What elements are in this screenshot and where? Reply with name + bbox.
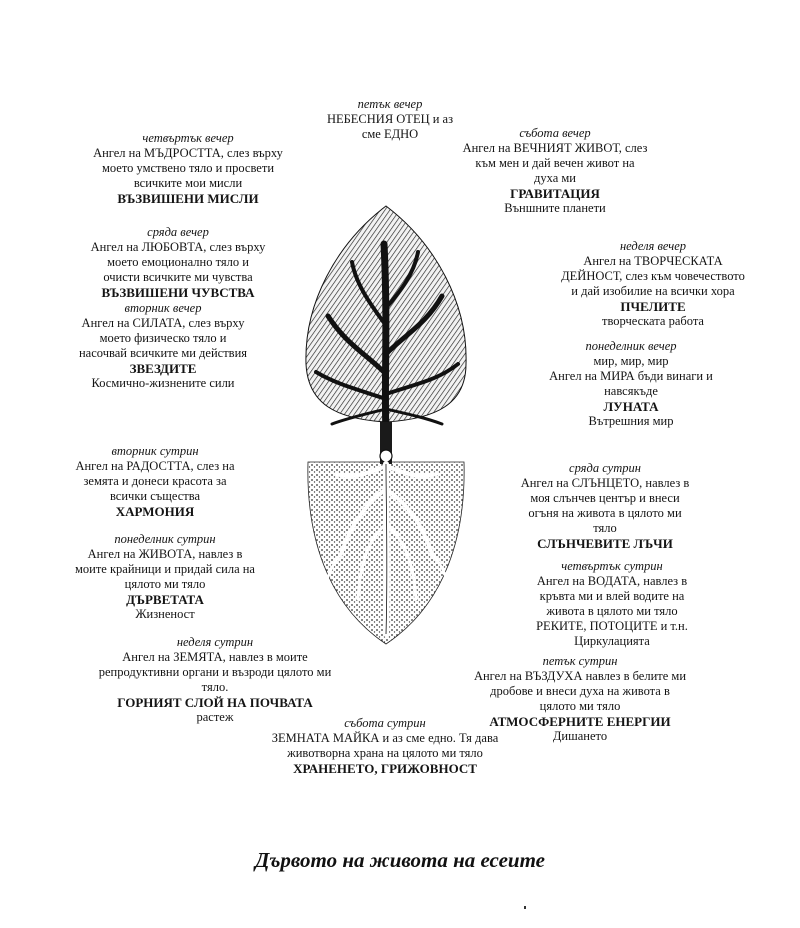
block-sunday-evening xyxy=(522,239,784,329)
block-line: моето емоционално тяло и xyxy=(107,255,249,269)
block-line: РЕКИТЕ, ПОТОЦИТЕ и т.н. xyxy=(536,619,688,633)
block-line: тяло xyxy=(593,521,617,535)
block-line: сме ЕДНО xyxy=(361,127,419,141)
block-line: понеделник сутрин xyxy=(114,532,216,546)
block-line: Ангел на МИРА бъди винаги и xyxy=(549,369,713,383)
block-line: духа ми xyxy=(534,171,576,185)
block-line: Жизненост xyxy=(135,607,195,621)
block-line: понеделник вечер xyxy=(585,339,677,353)
figure-caption: Дървото на живота на есеите xyxy=(255,848,545,872)
block-line: неделя вечер xyxy=(619,239,687,253)
block-line: СЛЪНЧЕВИТЕ ЛЪЧИ xyxy=(537,536,673,551)
block-tuesday-morning xyxy=(30,444,280,519)
block-line: Вътрешния мир xyxy=(588,414,674,428)
block-line: Ангел на СЛЪНЦЕТО, навлез в xyxy=(520,476,690,490)
block-line: НЕБЕСНИЯ ОТЕЦ и аз xyxy=(326,112,454,126)
block-line: Космично-жизнените сили xyxy=(91,376,235,390)
block-line: неделя сутрин xyxy=(176,635,254,649)
block-line: дробове и внеси духа на живота в xyxy=(490,684,670,698)
block-line: ВЪЗВИШЕНИ МИСЛИ xyxy=(117,191,259,206)
block-line: Ангел на ЛЮБОВТА, слез върху xyxy=(90,240,266,254)
block-line: четвъртък вечер xyxy=(142,131,234,145)
block-line: Ангел на ТВОРЧЕСКАТА xyxy=(583,254,723,268)
block-line: моя слънчев център и внеси xyxy=(530,491,680,505)
block-line: Циркулацията xyxy=(574,634,650,648)
block-line: моите крайници и придай сила на xyxy=(75,562,255,576)
block-line: очисти всичките ми чувства xyxy=(103,270,253,284)
block-line: репродуктивни органи и възроди цялото ми xyxy=(98,665,332,679)
block-line: вторник сутрин xyxy=(111,444,199,458)
block-line: моето умствено тяло и просвети xyxy=(101,161,275,175)
block-saturday-evening xyxy=(430,126,680,216)
block-line: земята и донеси красота за xyxy=(83,474,227,488)
block-line: ХРАНЕНЕТО, ГРИЖОВНОСТ xyxy=(293,761,477,776)
block-line: към мен и дай вечен живот на xyxy=(475,156,635,170)
block-thursday-evening xyxy=(58,131,318,206)
block-line: ЛУНАТА xyxy=(603,399,659,414)
block-line: четвъртък сутрин xyxy=(561,559,663,573)
block-line: сряда вечер xyxy=(147,225,209,239)
block-monday-morning xyxy=(30,532,300,622)
block-line: ГОРНИЯТ СЛОЙ НА ПОЧВАТА xyxy=(117,695,313,710)
block-line: и дай изобилие на всички хора xyxy=(571,284,735,298)
scan-speck xyxy=(524,906,526,909)
block-line: АТМОСФЕРНИТЕ ЕНЕРГИИ xyxy=(489,714,671,729)
block-line: ГРАВИТАЦИЯ xyxy=(510,186,600,201)
block-thursday-morning xyxy=(492,559,732,649)
block-line: всичките мои мисли xyxy=(133,176,243,190)
block-line: Ангел на СИЛАТА, слез върху xyxy=(81,316,245,330)
block-line: всички същества xyxy=(109,489,201,503)
block-line: петък вечер xyxy=(357,97,423,111)
block-wednesday-evening xyxy=(48,225,308,300)
block-line: творческата работа xyxy=(602,314,704,328)
block-line: ДЪРВЕТАТА xyxy=(126,592,204,607)
block-line: Ангел на РАДОСТТА, слез на xyxy=(75,459,235,473)
block-line: ВЪЗВИШЕНИ ЧУВСТВА xyxy=(101,285,255,300)
block-line: ДЕЙНОСТ, слез към човечеството xyxy=(561,269,745,283)
block-monday-evening xyxy=(500,339,762,429)
block-line: цялото ми тяло xyxy=(539,699,621,713)
block-line: ХАРМОНИЯ xyxy=(115,504,195,519)
block-line: цялото ми тяло xyxy=(124,577,206,591)
block-line: ПЧЕЛИТЕ xyxy=(620,299,686,314)
block-line: събота сутрин xyxy=(344,716,426,730)
block-line: растеж xyxy=(196,710,234,724)
block-line: Външните планети xyxy=(504,201,606,215)
block-line: Ангел на ЗЕМЯТА, навлез в моите xyxy=(122,650,308,664)
block-line: събота вечер xyxy=(519,126,591,140)
tree-of-life-illustration xyxy=(296,204,476,650)
block-line: Дишането xyxy=(552,729,608,743)
block-saturday-morning xyxy=(240,716,530,776)
block-line: петък сутрин xyxy=(542,654,618,668)
block-line: кръвта ми и влей водите на xyxy=(539,589,685,603)
block-line: насочвай всичките ми действия xyxy=(78,346,248,360)
block-line: мир, мир, мир xyxy=(593,354,669,368)
block-line: ЗВЕЗДИТЕ xyxy=(129,361,197,376)
block-line: вторник вечер xyxy=(124,301,202,315)
figure-head xyxy=(380,450,392,462)
block-line: Ангел на ВЪЗДУХА навлез в белите ми xyxy=(473,669,687,683)
block-line: живота в цялото ми тяло xyxy=(546,604,678,618)
block-wednesday-morning xyxy=(480,461,730,551)
block-line: Ангел на МЪДРОСТТА, слез върху xyxy=(93,146,283,160)
block-tuesday-evening xyxy=(18,301,308,391)
block-line: сряда сутрин xyxy=(569,461,641,475)
block-line: тяло. xyxy=(201,680,229,694)
block-line: животворна храна на цялото ми тяло xyxy=(287,746,483,760)
block-line: Ангел на ВОДАТА, навлез в xyxy=(536,574,688,588)
block-line: Ангел на ВЕЧНИЯТ ЖИВОТ, слез xyxy=(462,141,648,155)
block-line: Ангел на ЖИВОТА, навлез в xyxy=(87,547,243,561)
block-line: моето физическо тяло и xyxy=(99,331,227,345)
block-line: огъня на живота в цялото ми xyxy=(528,506,682,520)
block-line: навсякъде xyxy=(604,384,658,398)
block-line: ЗЕМНАТА МАЙКА и аз сме едно. Тя дава xyxy=(271,731,499,745)
